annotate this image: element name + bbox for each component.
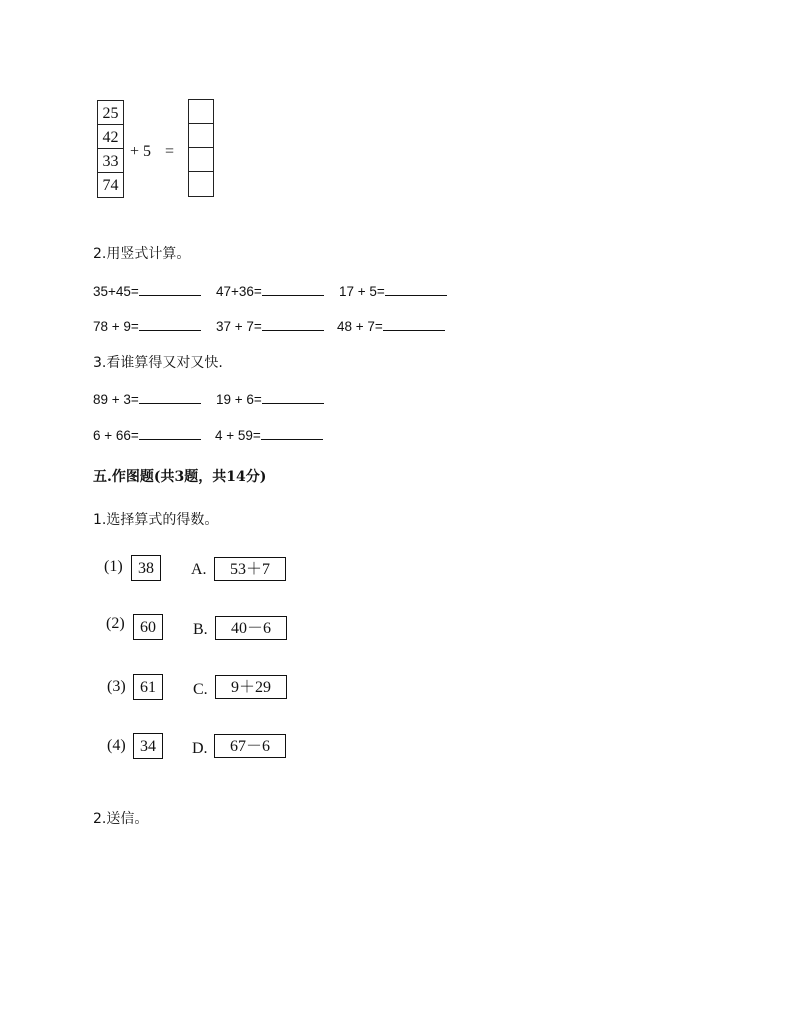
answer-blank[interactable] bbox=[139, 426, 201, 440]
answer-blank[interactable] bbox=[139, 390, 201, 404]
answer-blank[interactable] bbox=[139, 317, 201, 331]
item-index: (1) bbox=[104, 558, 123, 575]
number-box[interactable]: 34 bbox=[133, 733, 163, 759]
expression-box[interactable]: 9＋29 bbox=[215, 675, 287, 699]
equation-item bbox=[93, 390, 201, 407]
stack-number: 33 bbox=[98, 149, 123, 173]
q2-title: 2.用竖式计算。 bbox=[93, 246, 191, 262]
equation-text: 35+45= bbox=[93, 284, 139, 299]
equation-item bbox=[337, 317, 445, 334]
equation-item bbox=[216, 282, 324, 299]
answer-box[interactable] bbox=[189, 100, 213, 124]
stack-number: 42 bbox=[98, 125, 123, 149]
q5-1-title: 1.选择算式的得数。 bbox=[93, 512, 219, 528]
stack-number: 74 bbox=[102, 177, 119, 194]
number-box[interactable]: 61 bbox=[133, 674, 163, 700]
answer-blank[interactable] bbox=[383, 317, 445, 331]
answer-blank[interactable] bbox=[385, 282, 447, 296]
equation-text: 48 + 7= bbox=[337, 319, 383, 334]
item-index: (2) bbox=[106, 615, 125, 632]
answer-box[interactable] bbox=[189, 124, 213, 148]
answer-box[interactable] bbox=[189, 172, 213, 196]
equation-text: 17 + 5= bbox=[339, 284, 385, 299]
q3-title: 3.看谁算得又对又快. bbox=[93, 355, 223, 371]
equation-text: 47+36= bbox=[216, 284, 262, 299]
option-letter: D. bbox=[192, 740, 208, 757]
answer-blank[interactable] bbox=[262, 390, 324, 404]
answer-box-stack bbox=[188, 99, 214, 197]
equation-text: 37 + 7= bbox=[216, 319, 262, 334]
item-index: (4) bbox=[107, 737, 126, 754]
option-letter: A. bbox=[191, 561, 207, 578]
expression-box[interactable]: 67－6 bbox=[214, 734, 286, 758]
equation-text: 78 + 9= bbox=[93, 319, 139, 334]
expression-box[interactable]: 53＋7 bbox=[214, 557, 286, 581]
equals-sign: = bbox=[165, 143, 175, 160]
q5-2-title: 2.送信。 bbox=[93, 811, 149, 827]
equation-item bbox=[339, 282, 447, 299]
number-box[interactable]: 38 bbox=[131, 555, 161, 581]
section-heading: 五.作图题(共3题，共14分) bbox=[93, 469, 267, 485]
input-number-stack bbox=[97, 100, 124, 198]
equation-item bbox=[93, 317, 201, 334]
equation-item bbox=[93, 426, 201, 443]
stack-number: 25 bbox=[98, 101, 123, 125]
equation-item bbox=[215, 426, 323, 443]
option-letter: B. bbox=[193, 621, 208, 638]
equation-text: 4 + 59= bbox=[215, 428, 261, 443]
number-box[interactable]: 60 bbox=[133, 614, 163, 640]
answer-blank[interactable] bbox=[139, 282, 201, 296]
option-letter: C. bbox=[193, 681, 208, 698]
answer-blank[interactable] bbox=[262, 317, 324, 331]
plus-five-operator: + 5 bbox=[130, 143, 152, 160]
equation-text: 6 + 66= bbox=[93, 428, 139, 443]
answer-box[interactable] bbox=[189, 148, 213, 172]
equation-item bbox=[93, 282, 201, 299]
equation-item bbox=[216, 390, 324, 407]
equation-item bbox=[216, 317, 324, 334]
expression-box[interactable]: 40－6 bbox=[215, 616, 287, 640]
answer-blank[interactable] bbox=[262, 282, 324, 296]
equation-text: 19 + 6= bbox=[216, 392, 262, 407]
answer-blank[interactable] bbox=[261, 426, 323, 440]
item-index: (3) bbox=[107, 678, 126, 695]
equation-text: 89 + 3= bbox=[93, 392, 139, 407]
